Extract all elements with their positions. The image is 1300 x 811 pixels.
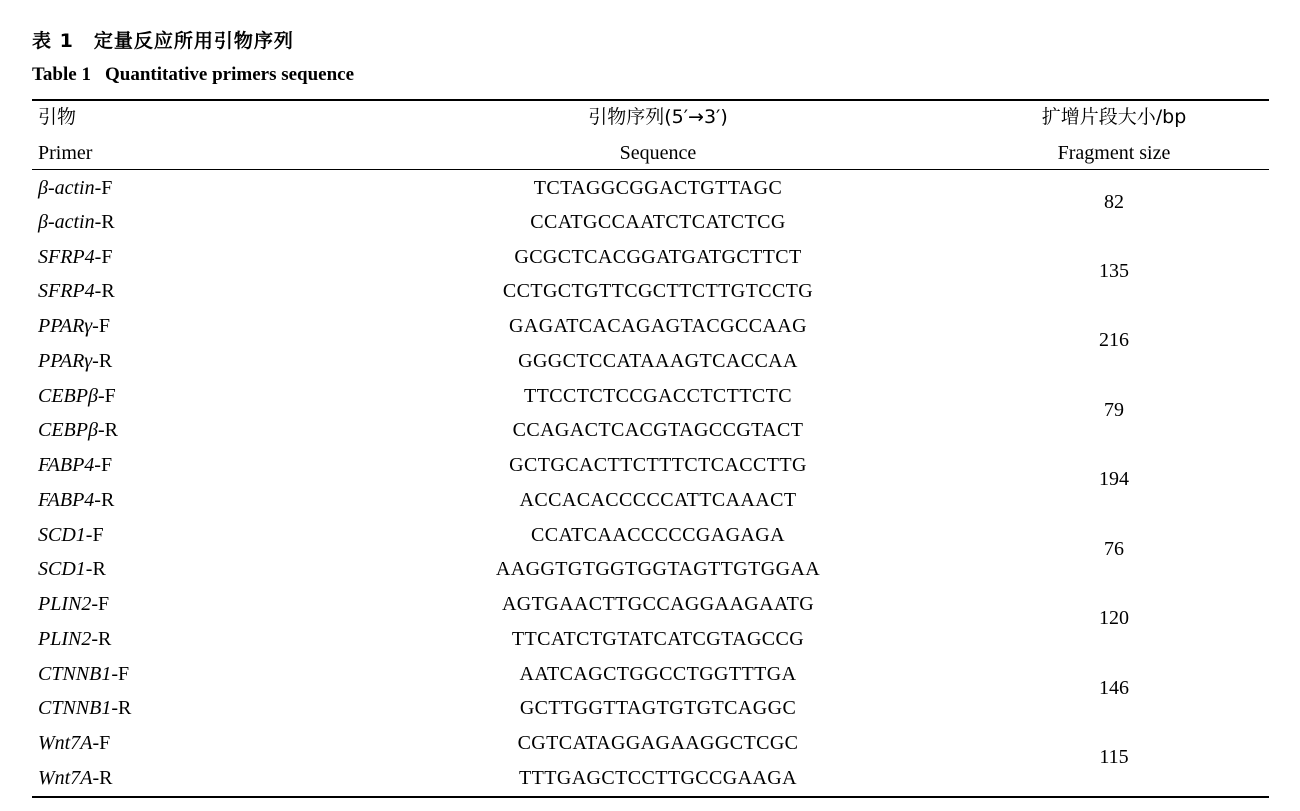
primer-name	[38, 171, 112, 205]
primer-sequence: GCGCTCACGGATGATGCTTCT	[514, 246, 802, 268]
gene-name: PLIN2	[38, 593, 92, 615]
primer-sequence: AATCAGCTGGCCTGGTTTGA	[519, 663, 797, 685]
primer-direction: -F	[111, 663, 130, 685]
primer-direction: -R	[92, 767, 113, 789]
gene-name: FABP4	[38, 489, 95, 511]
primer-name	[38, 344, 112, 378]
table-row	[0, 622, 1300, 656]
table-row	[0, 274, 1300, 308]
primer-direction: -F	[92, 732, 111, 754]
table-header-en	[0, 136, 1300, 170]
table-row	[0, 518, 1300, 560]
primer-sequence: GAGATCACAGAGTACGCCAAG	[509, 315, 807, 337]
primer-name	[38, 587, 109, 621]
primer-name	[38, 552, 106, 586]
gene-name: PPARγ	[38, 315, 93, 337]
table-header-cn	[0, 100, 1300, 134]
table-row	[0, 379, 1300, 421]
gene-name: β-actin	[38, 177, 95, 199]
table-row	[0, 240, 1300, 282]
gene-name: SFRP4	[38, 246, 95, 268]
table-row	[0, 726, 1300, 768]
table-number-cn: 表 1	[32, 30, 74, 52]
table-row	[0, 587, 1300, 629]
table-row	[0, 171, 1300, 213]
table-row	[0, 691, 1300, 725]
gene-name: CEBPβ	[38, 419, 98, 441]
table-caption-cn	[32, 26, 294, 53]
fragment-size: 76	[1104, 538, 1124, 560]
primer-name	[38, 761, 112, 795]
header-primer-en: Primer	[38, 142, 93, 164]
gene-name: CTNNB1	[38, 663, 112, 685]
gene-name: FABP4	[38, 454, 95, 476]
table-row	[0, 309, 1300, 351]
table-row	[0, 205, 1300, 239]
primer-direction: -R	[85, 558, 106, 580]
primer-sequence: TCTAGGCGGACTGTTAGC	[533, 177, 783, 199]
table-row	[0, 552, 1300, 586]
primer-sequence: CCAGACTCACGTAGCCGTACT	[512, 419, 804, 441]
gene-name: Wnt7A	[38, 732, 93, 754]
primer-name	[38, 657, 129, 691]
header-sequence-cn: 引物序列(5′→3′)	[588, 106, 728, 128]
table-header-rule	[32, 169, 1269, 170]
primer-direction: -F	[92, 315, 110, 337]
primer-sequence: GGGCTCCATAAAGTCACCAA	[518, 350, 798, 372]
primer-sequence: CCATGCCAATCTCATCTCG	[530, 211, 786, 233]
fragment-size: 194	[1099, 468, 1129, 490]
primer-direction: -F	[85, 524, 104, 546]
fragment-size: 79	[1104, 399, 1124, 421]
table-row	[0, 761, 1300, 795]
fragment-size: 82	[1104, 191, 1124, 213]
primer-name	[38, 622, 111, 656]
primer-direction: -F	[94, 246, 113, 268]
primer-name	[38, 240, 112, 274]
primer-name	[38, 448, 112, 482]
table-bottom-rule	[32, 796, 1269, 798]
gene-name: CTNNB1	[38, 697, 112, 719]
table-title-cn: 定量反应所用引物序列	[93, 30, 294, 52]
table-row	[0, 413, 1300, 447]
primer-sequence: TTTGAGCTCCTTGCCGAAGA	[519, 767, 797, 789]
primer-name	[38, 691, 131, 725]
primer-sequence: GCTTGGTTAGTGTGTCAGGC	[519, 697, 797, 719]
table-row	[0, 448, 1300, 490]
primer-name	[38, 483, 114, 517]
gene-name: SFRP4	[38, 280, 95, 302]
fragment-size: 120	[1099, 607, 1129, 629]
fragment-size: 135	[1099, 260, 1129, 282]
table-row	[0, 657, 1300, 699]
header-size-cn: 扩增片段大小/bp	[1041, 106, 1187, 128]
gene-name: PLIN2	[38, 628, 92, 650]
table-number-en: Table 1	[32, 64, 91, 85]
primer-sequence: TTCATCTGTATCATCGTAGCCG	[511, 628, 805, 650]
primer-name	[38, 309, 110, 343]
primer-direction: -R	[94, 489, 115, 511]
primer-name	[38, 274, 115, 308]
primer-direction: -F	[97, 385, 116, 407]
primer-sequence: CCTGCTGTTCGCTTCTTGTCCTG	[502, 280, 814, 302]
primer-sequence: TTCCTCTCCGACCTCTTCTC	[523, 385, 793, 407]
gene-name: β-actin	[38, 211, 95, 233]
table-caption-en	[32, 64, 354, 86]
primer-sequence: GCTGCACTTCTTTCTCACCTTG	[509, 454, 807, 476]
primer-name	[38, 205, 115, 239]
primer-sequence: AGTGAACTTGCCAGGAAGAATG	[501, 593, 815, 615]
primer-direction: -R	[111, 697, 132, 719]
primer-direction: -F	[91, 593, 110, 615]
fragment-size: 115	[1099, 746, 1129, 768]
primer-sequence: CCATCAACCCCCGAGAGA	[531, 524, 785, 546]
primer-direction: -R	[92, 350, 113, 372]
header-sequence-en: Sequence	[619, 142, 697, 164]
primer-name	[38, 726, 110, 760]
primer-sequence: CGTCATAGGAGAAGGCTCGC	[517, 732, 799, 754]
fragment-size: 216	[1099, 329, 1129, 351]
primer-direction: -R	[97, 419, 118, 441]
table-title-en: Quantitative primers sequence	[104, 64, 355, 85]
primer-sequence: AAGGTGTGGTGGTAGTTGTGGAA	[495, 558, 821, 580]
fragment-size: 146	[1099, 677, 1129, 699]
gene-name: PPARγ	[38, 350, 93, 372]
table-row	[0, 344, 1300, 378]
primer-direction: -F	[94, 177, 113, 199]
primer-sequence: ACCACACCCCCATTCAAACT	[519, 489, 797, 511]
primer-name	[38, 518, 104, 552]
primer-direction: -F	[94, 454, 113, 476]
table-row	[0, 483, 1300, 517]
gene-name: SCD1	[38, 558, 86, 580]
gene-name: Wnt7A	[38, 767, 93, 789]
header-primer-cn: 引物	[38, 106, 77, 128]
gene-name: SCD1	[38, 524, 86, 546]
primer-name	[38, 379, 116, 413]
gene-name: CEBPβ	[38, 385, 98, 407]
primer-direction: -R	[94, 280, 115, 302]
primer-direction: -R	[91, 628, 112, 650]
header-size-en: Fragment size	[1057, 142, 1171, 164]
primer-name	[38, 413, 118, 447]
primer-direction: -R	[94, 211, 115, 233]
